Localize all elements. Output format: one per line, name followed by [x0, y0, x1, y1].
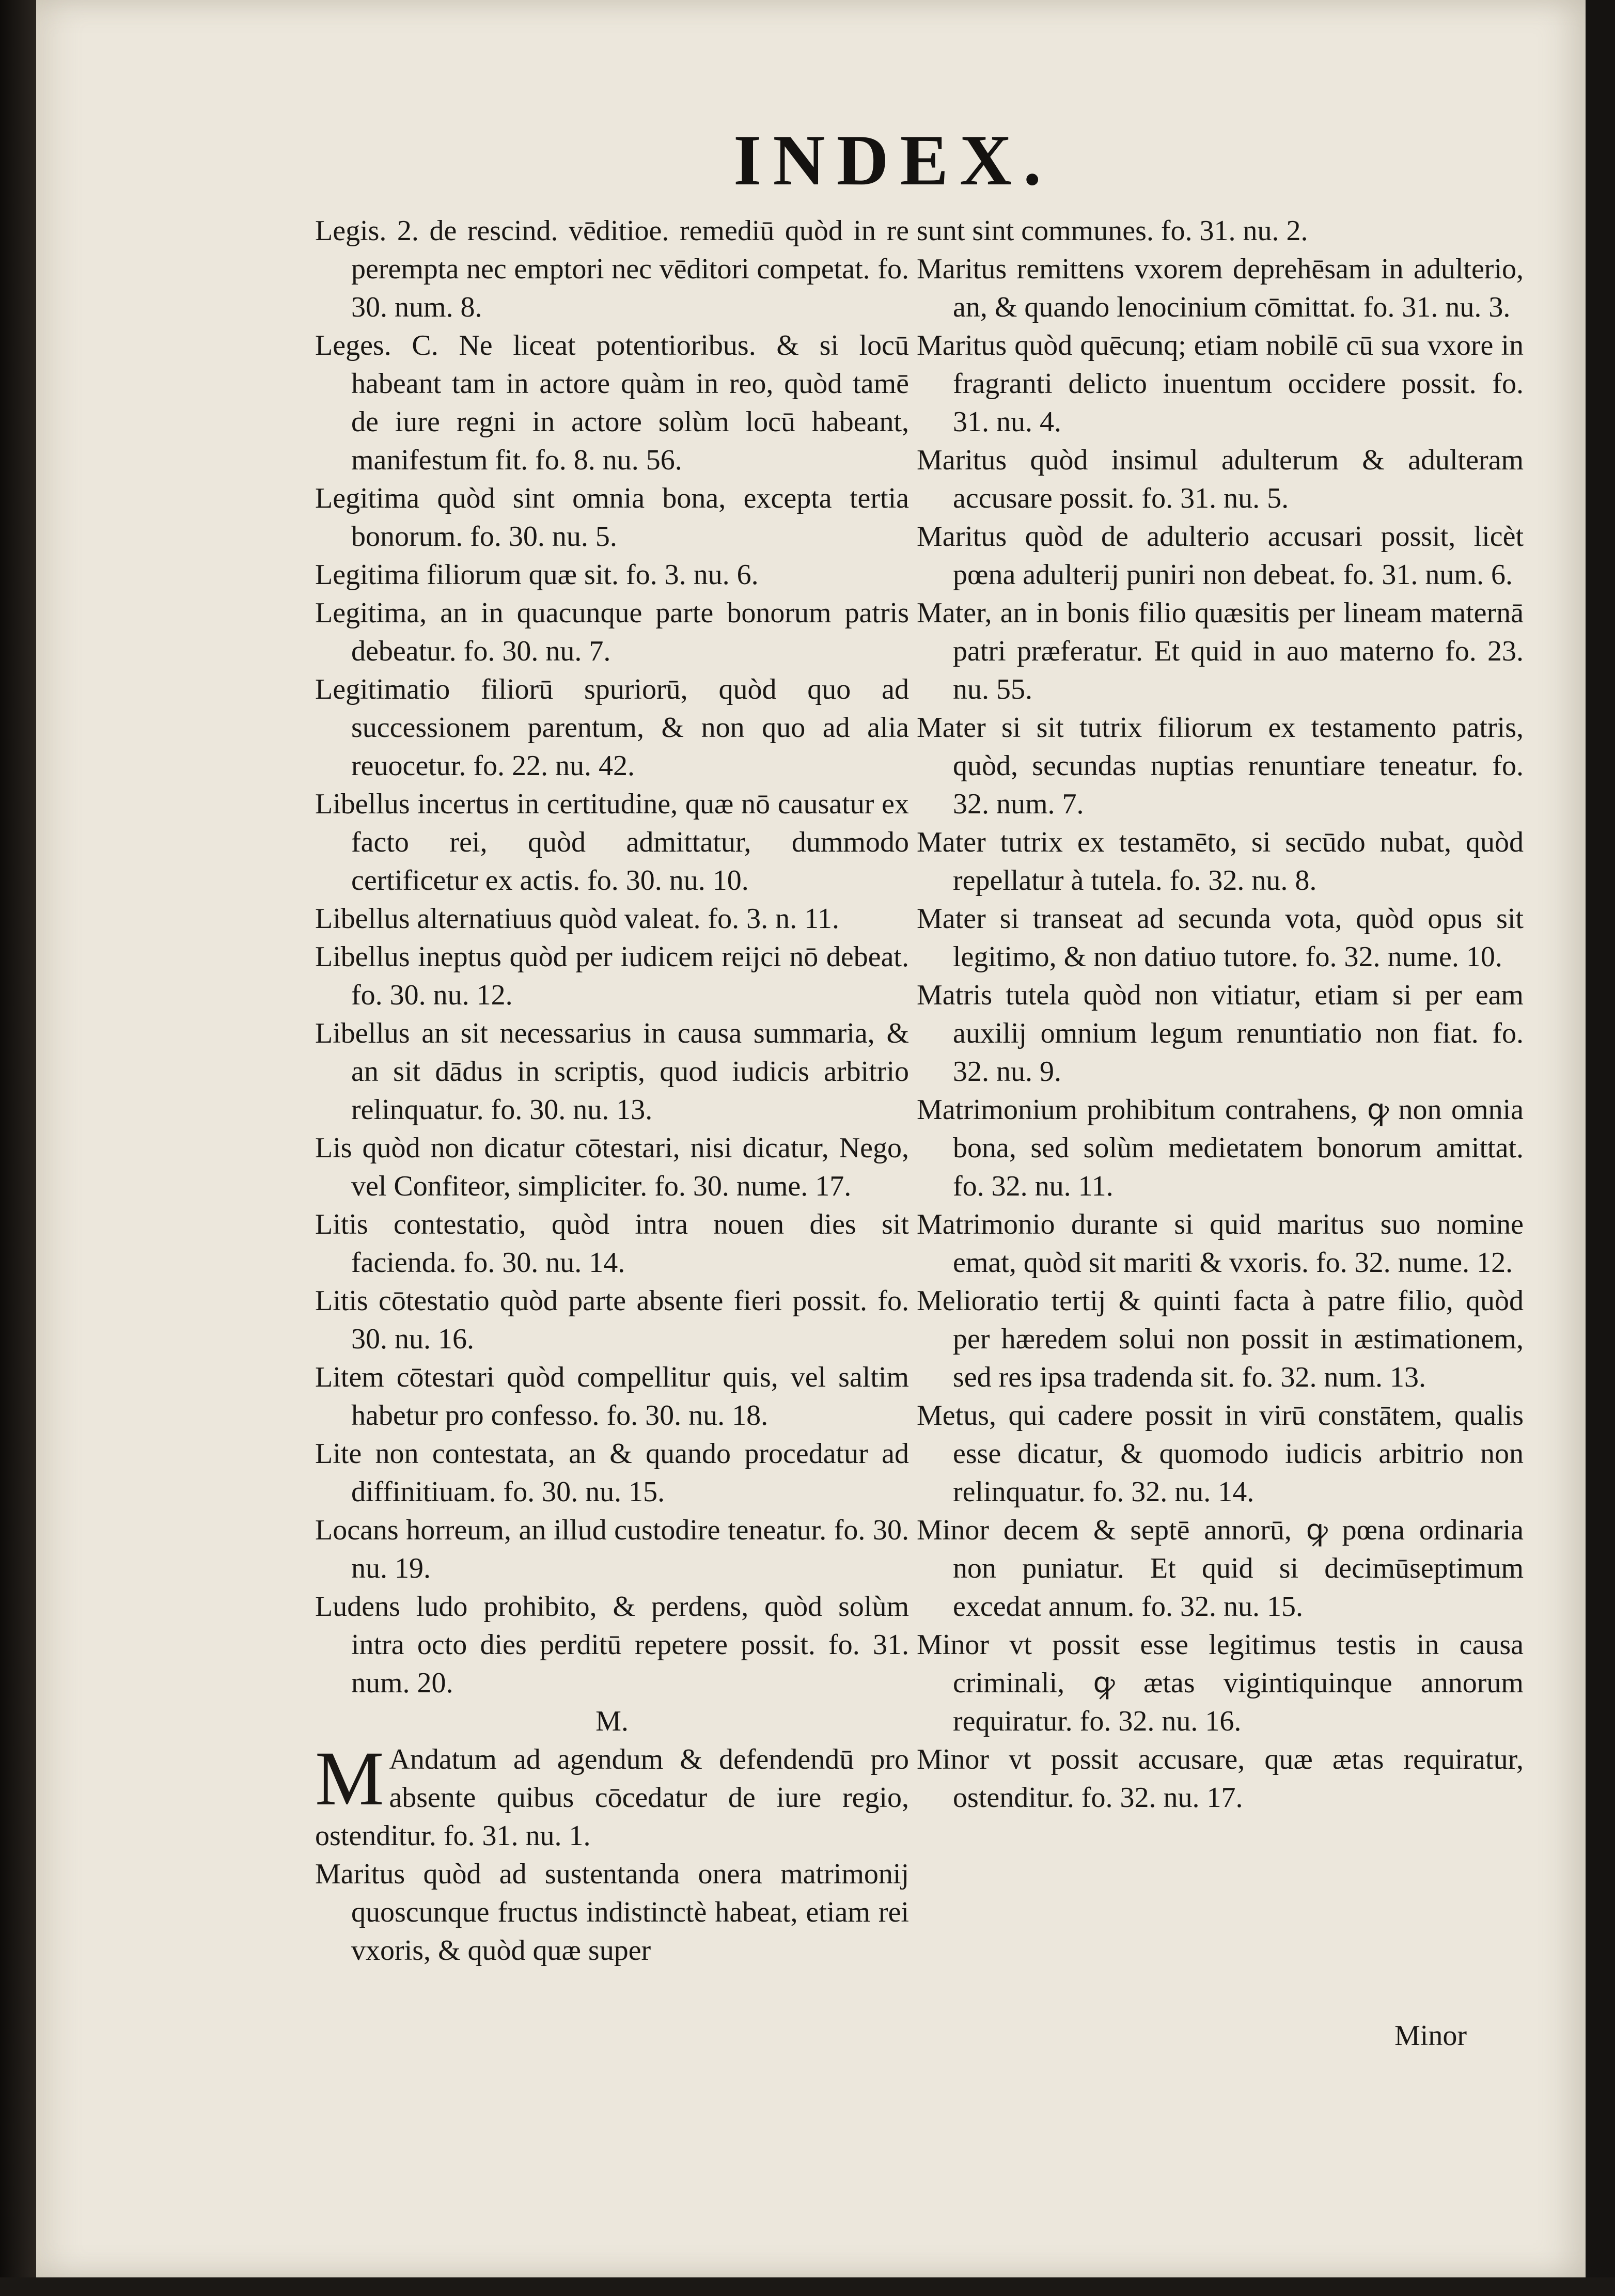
index-entry: Legitima quòd sint omnia bona, excepta tertia bonorum. fo. 30. nu. 5.: [315, 482, 909, 553]
index-entry: Minor vt possit accusare, quæ ætas requiratur, ostenditur. fo. 32. nu. 17.: [917, 1743, 1524, 1814]
index-entry: Mater tutrix ex testamēto, si secūdo nubat, quòd repellatur à tutela. fo. 32. nu. 8.: [917, 826, 1524, 897]
index-entry: Legitima filiorum quæ sit. fo. 3. nu. 6.: [315, 559, 759, 591]
book-spine-shadow: [0, 0, 36, 2296]
index-entry: Maritus quòd ad sustentanda onera matrimonij quoscunque fructus indistinctè habeat, etiam rei vxoris, & quòd quæ super: [315, 1858, 909, 1967]
index-entry: Matrimonium prohibitum contrahens, ꝙ non omnia bona, sed solùm medietatem bonorum amittat. fo. 32. nu. 11.: [917, 1094, 1524, 1202]
index-entry: Maritus quòd insimul adulterum & adulteram accusare possit. fo. 31. nu. 5.: [917, 444, 1524, 514]
index-entry-dropcap: [315, 1736, 909, 1855]
index-entry: Libellus incertus in certitudine, quæ nō causatur ex facto rei, quòd admittatur, dummodo certificetur ex actis. fo. 30. nu. 10.: [315, 788, 909, 897]
index-entry: Melioratio tertij & quinti facta à patre filio, quòd per hæredem solui non possit in æstimationem, sed res ipsa tradenda sit. fo. 32. num. 13.: [917, 1285, 1524, 1393]
section-letter-heading: M.: [595, 1705, 629, 1737]
index-entry: Mater si transeat ad secunda vota, quòd opus sit legitimo, & non datiuo tutore. fo. 32. nume. 10.: [917, 903, 1524, 973]
index-entry: sunt sint communes. fo. 31. nu. 2.: [917, 215, 1308, 247]
page-title: INDEX.: [733, 120, 1053, 200]
bottom-edge-shadow: [0, 2277, 1615, 2296]
index-entry: Lis quòd non dicatur cōtestari, nisi dicatur, Nego, vel Confiteor, simpliciter. fo. 30. nume. 17.: [315, 1132, 909, 1202]
index-entry: Matris tutela quòd non vitiatur, etiam si per eam auxilij omnium legum renuntiatio non fiat. fo. 32. nu. 9.: [917, 979, 1524, 1088]
index-entry: Minor decem & septē annorū, ꝙ pœna ordinaria non puniatur. Et quid si decimūseptimum excedat annum. fo. 32. nu. 15.: [917, 1514, 1524, 1623]
index-entry: Ludens ludo prohibito, & perdens, quòd solùm intra octo dies perditū repetere possit. fo. 31. num. 20.: [315, 1591, 909, 1699]
index-entry: Legitimatio filiorū spuriorū, quòd quo ad successionem parentum, & non quo ad alia reuocetur. fo. 22. nu. 42.: [315, 673, 909, 782]
index-entry: Leges. C. Ne liceat potentioribus. & si locū habeant tam in actore quàm in reo, quòd tamē de iure regni in actore solùm locū habeant, manifestum fit. fo. 8. nu. 56.: [315, 329, 909, 476]
drop-cap-letter: M: [315, 1736, 384, 1821]
index-entry: Libellus an sit necessarius in causa summaria, & an sit dādus in scriptis, quod iudicis arbitrio relinquatur. fo. 30. nu. 13.: [315, 1017, 909, 1126]
index-entry: Legis. 2. de rescind. vēditioe. remediū quòd in re perempta nec emptori nec vēditori competat. fo. 30. num. 8.: [315, 215, 909, 323]
index-entry: Minor vt possit esse legitimus testis in causa criminali, ꝙ ætas vigintiquinque annorum requiratur. fo. 32. nu. 16.: [917, 1629, 1524, 1737]
index-entry: Locans horreum, an illud custodire teneatur. fo. 30. nu. 19.: [315, 1514, 909, 1584]
index-entry: Litem cōtestari quòd compellitur quis, vel saltim habetur pro confesso. fo. 30. nu. 18.: [315, 1361, 909, 1432]
index-entry: Legitima, an in quacunque parte bonorum patris debeatur. fo. 30. nu. 7.: [315, 597, 909, 667]
index-entry: Libellus alternatiuus quòd valeat. fo. 3. n. 11.: [315, 903, 840, 935]
catchword: Minor: [1394, 2020, 1467, 2052]
index-entry: Mater si sit tutrix filiorum ex testamento patris, quòd, secundas nuptias renuntiare teneatur. fo. 32. num. 7.: [917, 712, 1524, 820]
index-entry: Maritus quòd quēcunq; etiam nobilē cū sua vxore in fragranti delicto inuentum occidere possit. fo. 31. nu. 4.: [917, 329, 1524, 438]
index-entry: Maritus quòd de adulterio accusari possit, licèt pœna adulterij puniri non debeat. fo. 31. num. 6.: [917, 521, 1524, 591]
index-entry: Litis cōtestatio quòd parte absente fieri possit. fo. 30. nu. 16.: [315, 1285, 909, 1355]
index-entry: Mater, an in bonis filio quæsitis per lineam maternā patri præferatur. Et quid in auo materno fo. 23. nu. 55.: [917, 597, 1524, 705]
index-entry: Litis contestatio, quòd intra nouen dies sit facienda. fo. 30. nu. 14.: [315, 1208, 909, 1279]
index-entry: Libellus ineptus quòd per iudicem reijci nō debeat. fo. 30. nu. 12.: [315, 941, 909, 1011]
index-entry: Metus, qui cadere possit in virū constātem, qualis esse dicatur, & quomodo iudicis arbitrio non relinquatur. fo. 32. nu. 14.: [917, 1399, 1524, 1508]
left-column: [315, 212, 909, 1970]
index-entry: Lite non contestata, an & quando procedatur ad diffinitiuam. fo. 30. nu. 15.: [315, 1438, 909, 1508]
right-column: [917, 212, 1524, 1817]
index-entry: Maritus remittens vxorem deprehēsam in adulterio, an, & quando lenocinium cōmittat. fo. 31. nu. 3.: [917, 253, 1524, 323]
dropcap-entry-text: Andatum ad agendum & defendendū pro absente quibus cōcedatur de iure regio, ostenditur. fo. 31. nu. 1.: [315, 1743, 909, 1852]
index-entry: Matrimonio durante si quid maritus suo nomine emat, quòd sit mariti & vxoris. fo. 32. nume. 12.: [917, 1208, 1524, 1279]
